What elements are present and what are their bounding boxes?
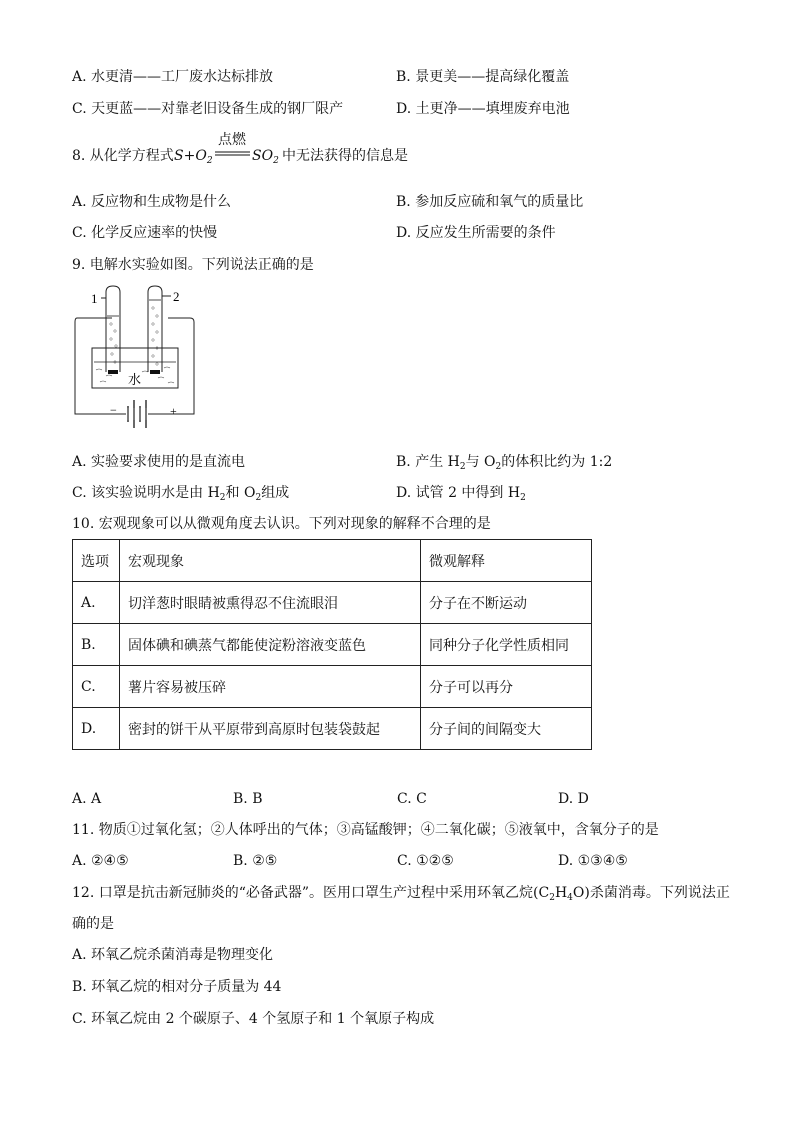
q11-answer-d: D. ①③④⑤	[558, 853, 628, 869]
table-row	[73, 708, 592, 750]
q8-option-d: D. 反应发生所需要的条件	[396, 225, 556, 241]
cell-option: D.	[73, 708, 120, 750]
table-header-row	[73, 540, 592, 582]
q8-eq-condition: 点燃	[218, 132, 246, 148]
q8-equation: $S+O_2$	[174, 148, 213, 166]
cell-micro: 分子可以再分	[421, 666, 592, 708]
diagram-label-water: 水	[128, 372, 142, 387]
header-micro: 微观解释	[421, 540, 592, 582]
q9-option-b: B. 产生 $H_2$与 $O_2$的体积比约为 1:2	[396, 454, 613, 472]
cell-micro: 分子间的间隔变大	[421, 708, 592, 750]
diagram-label-2: 2	[173, 289, 180, 304]
cell-micro: 分子在不断运动	[421, 582, 592, 624]
diagram-label-plus: +	[170, 404, 177, 418]
cell-macro: 固体碘和碘蒸气都能使淀粉溶液变蓝色	[120, 624, 421, 666]
cell-macro: 切洋葱时眼睛被熏得忍不住流眼泪	[120, 582, 421, 624]
q10-stem: 10. 宏观现象可以从微观角度去认识。下列对现象的解释不合理的是	[72, 516, 491, 532]
table-row	[73, 582, 592, 624]
q8-option-a: A. 反应物和生成物是什么	[72, 194, 232, 210]
header-macro: 宏观现象	[120, 540, 421, 582]
q9-option-a: A. 实验要求使用的是直流电	[72, 454, 246, 470]
cell-option: A.	[73, 582, 120, 624]
q8-suffix: 中无法获得的信息是	[282, 148, 408, 164]
cell-option: B.	[73, 624, 120, 666]
q11-answer-c: C. ①②⑤	[397, 853, 454, 869]
q10-table	[72, 539, 592, 750]
q12-stem: 12. 口罩是抗击新冠肺炎的“必备武器”。医用口罩生产过程中采用环氧乙烷$(C_2H_4O)$杀菌消毒。下列说法正	[72, 885, 730, 903]
q9-option-d: D. 试管 2 中得到 $H_2$	[396, 485, 526, 503]
cell-micro: 同种分子化学性质相同	[421, 624, 592, 666]
q8-eq-arrow	[214, 150, 252, 158]
q11-stem: 11. 物质①过氧化氢；②人体呼出的气体；③高锰酸钾；④二氧化碳；⑤液氧中，含氧分子的是	[72, 822, 659, 838]
diagram-label-minus: −	[110, 403, 117, 417]
q7-option-d: D. 土更净——填埋废弃电池	[396, 101, 570, 117]
table-row	[73, 624, 592, 666]
q8-prefix: 8. 从化学方程式	[72, 148, 174, 164]
q12-stem-line2: 确的是	[72, 916, 114, 932]
cell-option: C.	[73, 666, 120, 708]
q7-option-b: B. 景更美——提高绿化覆盖	[396, 69, 570, 85]
q7-option-a: A. 水更清——工厂废水达标排放	[72, 69, 274, 85]
diagram-label-1: 1	[91, 291, 98, 306]
q10-answer-c: C. C	[397, 791, 427, 807]
q8-eq-product: $SO_2$	[252, 148, 279, 166]
q9-stem: 9. 电解水实验如图。下列说法正确的是	[72, 257, 314, 273]
q11-answer-a: A. ②④⑤	[72, 853, 129, 869]
q12-option-a: A. 环氧乙烷杀菌消毒是物理变化	[72, 947, 274, 963]
q11-answer-b: B. ②⑤	[233, 853, 278, 869]
q9-option-c: C. 该实验说明水是由 $H_2$和 $O_2$组成	[72, 485, 290, 503]
q8-eq-right: SO	[252, 148, 274, 164]
electrolysis-diagram	[72, 284, 207, 436]
table-row	[73, 666, 592, 708]
q12-option-b: B. 环氧乙烷的相对分子质量为 44	[72, 979, 282, 995]
q10-answer-b: B. B	[233, 791, 263, 807]
header-option: 选项	[73, 540, 120, 582]
q7-option-c: C. 天更蓝——对靠老旧设备生成的钢厂限产	[72, 101, 344, 117]
q8-eq-left: S+O	[174, 148, 207, 164]
q12-option-c: C. 环氧乙烷由 2 个碳原子、4 个氢原子和 1 个氧原子构成	[72, 1011, 435, 1027]
q10-answer-a: A. A	[72, 791, 102, 807]
q10-answer-d: D. D	[558, 791, 589, 807]
cell-macro: 密封的饼干从平原带到高原时包装袋鼓起	[120, 708, 421, 750]
cell-macro: 薯片容易被压碎	[120, 666, 421, 708]
q8-option-b: B. 参加反应硫和氧气的质量比	[396, 194, 584, 210]
q8-option-c: C. 化学反应速率的快慢	[72, 225, 218, 241]
